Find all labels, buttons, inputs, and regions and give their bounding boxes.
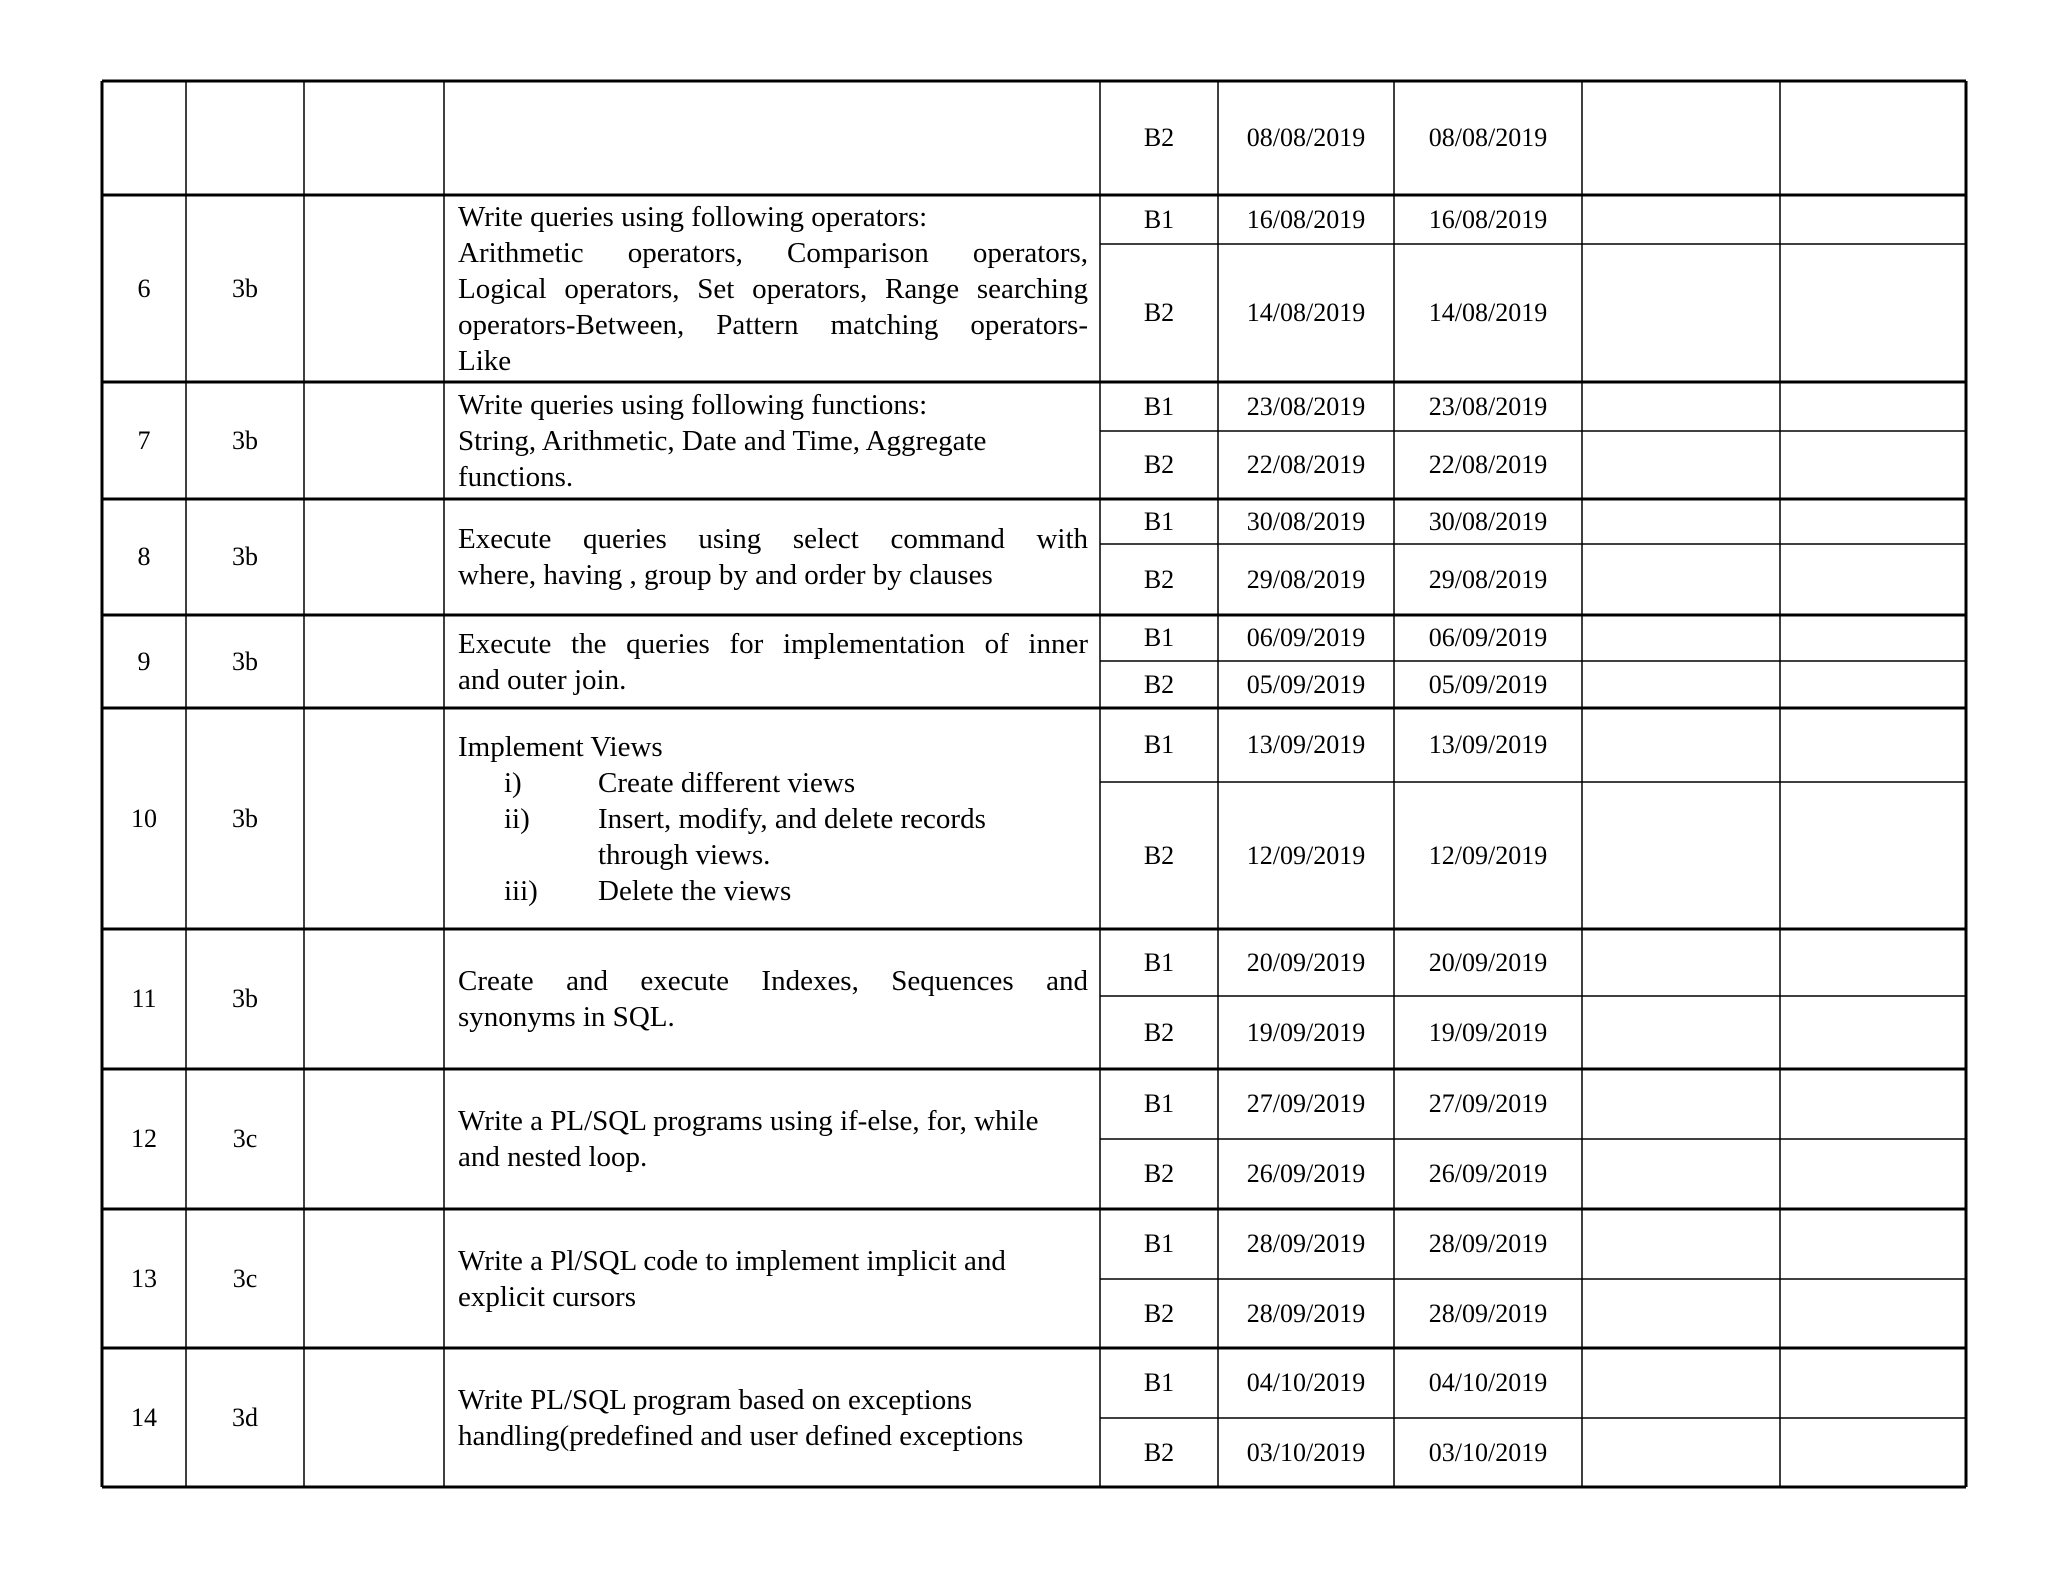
actual-date: 23/08/2019	[1428, 391, 1548, 421]
description-line: Write PL/SQL program based on exceptions	[458, 1383, 972, 1416]
experiment-number: 11	[131, 984, 157, 1013]
course-outcome: 3b	[232, 542, 258, 571]
actual-date: 22/08/2019	[1428, 450, 1548, 479]
batch-label: B1	[1143, 947, 1175, 977]
batch-label: B2	[1143, 669, 1175, 699]
planned-date: 14/08/2019	[1246, 298, 1366, 327]
planned-date: 19/09/2019	[1246, 1017, 1366, 1047]
actual-date: 06/09/2019	[1428, 623, 1548, 652]
experiment-description	[444, 929, 1100, 1069]
description-line: synonyms in SQL.	[458, 1001, 675, 1033]
description-line: operators-Between, Pattern matching operators-	[458, 308, 1088, 341]
planned-date: 26/09/2019	[1246, 1159, 1366, 1188]
planned-date: 16/08/2019	[1246, 204, 1366, 234]
course-outcome: 3b	[232, 984, 258, 1013]
planned-date: 23/08/2019	[1246, 391, 1366, 421]
list-text-line: Delete the views	[598, 874, 792, 907]
experiment-description	[444, 382, 1100, 499]
actual-date: 26/09/2019	[1428, 1159, 1548, 1188]
batch-label: B2	[1143, 564, 1175, 594]
description-line: Write a Pl/SQL code to implement implicit and	[458, 1244, 1006, 1277]
experiment-description	[444, 81, 1100, 195]
actual-date: 05/09/2019	[1428, 669, 1548, 699]
batch-label: B1	[1143, 1229, 1175, 1258]
planned-date: 03/10/2019	[1246, 1437, 1366, 1467]
list-text-line: Create different views	[598, 766, 856, 799]
experiment-description	[444, 708, 1100, 929]
description-line: and outer join.	[458, 663, 627, 696]
actual-date: 03/10/2019	[1428, 1437, 1548, 1467]
experiment-number: 10	[131, 803, 157, 833]
batch-label: B2	[1143, 840, 1175, 870]
batch-label: B1	[1143, 391, 1175, 421]
batch-label: B1	[1143, 204, 1175, 234]
experiment-number: 9	[137, 646, 151, 676]
actual-date: 29/08/2019	[1428, 564, 1548, 594]
experiment-number: 7	[137, 425, 151, 455]
description-line: Write queries using following functions:	[458, 388, 928, 421]
actual-date: 16/08/2019	[1428, 204, 1548, 234]
batch-label: B1	[1143, 506, 1175, 536]
actual-date: 08/08/2019	[1428, 123, 1548, 152]
description-line: Execute the queries for implementation of inner	[458, 627, 1088, 660]
course-outcome: 3b	[232, 803, 258, 833]
course-outcome: 3c	[232, 1124, 258, 1153]
actual-date: 20/09/2019	[1428, 947, 1548, 977]
experiment-description	[444, 615, 1100, 708]
description-line: handling(predefined and user defined exceptions	[458, 1419, 1024, 1452]
list-text	[598, 801, 1088, 873]
course-outcome: 3b	[232, 646, 258, 676]
planned-date: 08/08/2019	[1246, 123, 1366, 152]
batch-label: B2	[1143, 123, 1175, 152]
experiment-description	[444, 195, 1100, 382]
actual-date: 12/09/2019	[1428, 840, 1548, 870]
actual-date: 13/09/2019	[1428, 730, 1548, 759]
planned-date: 12/09/2019	[1246, 840, 1366, 870]
list-item	[458, 873, 1088, 909]
list-marker: i)	[504, 766, 522, 799]
actual-date: 04/10/2019	[1428, 1368, 1548, 1397]
planned-date: 06/09/2019	[1246, 623, 1366, 652]
description-line: where, having , group by and order by clauses	[458, 559, 993, 591]
planned-date: 29/08/2019	[1246, 564, 1366, 594]
schedule-table	[102, 81, 1966, 1487]
planned-date: 30/08/2019	[1246, 506, 1366, 536]
actual-date: 19/09/2019	[1428, 1017, 1548, 1047]
list-text-line: through views.	[598, 838, 771, 871]
planned-date: 05/09/2019	[1246, 669, 1366, 699]
batch-label: B1	[1143, 730, 1175, 759]
views-list	[458, 765, 1088, 909]
experiment-description	[444, 1069, 1100, 1209]
experiment-description	[444, 1348, 1100, 1487]
planned-date: 20/09/2019	[1246, 947, 1366, 977]
list-text	[598, 765, 1088, 801]
description-line: Execute queries using select command with	[458, 523, 1088, 555]
description-line: Logical operators, Set operators, Range searching	[458, 272, 1088, 305]
description-line: Arithmetic operators, Comparison operators,	[458, 236, 1088, 269]
experiment-number: 12	[131, 1124, 157, 1153]
list-marker: iii)	[504, 874, 538, 907]
description-line: Write queries using following operators:	[458, 200, 928, 233]
planned-date: 28/09/2019	[1246, 1298, 1366, 1328]
course-outcome	[186, 81, 304, 195]
description-line: explicit cursors	[458, 1280, 636, 1313]
planned-date: 27/09/2019	[1246, 1089, 1366, 1118]
planned-date: 22/08/2019	[1246, 450, 1366, 479]
course-outcome: 3b	[232, 425, 258, 455]
experiment-description	[444, 1209, 1100, 1348]
actual-date: 14/08/2019	[1428, 298, 1548, 327]
description-line: Like	[458, 344, 512, 377]
list-marker: ii)	[504, 802, 530, 835]
batch-label: B2	[1143, 1159, 1175, 1188]
actual-date: 30/08/2019	[1428, 506, 1548, 536]
actual-date: 28/09/2019	[1428, 1298, 1548, 1328]
course-outcome: 3d	[232, 1402, 258, 1432]
experiment-number: 13	[131, 1263, 157, 1293]
actual-date: 28/09/2019	[1428, 1229, 1548, 1258]
experiment-number: 6	[137, 273, 151, 303]
list-text-line: Insert, modify, and delete records	[598, 802, 986, 835]
actual-date: 27/09/2019	[1428, 1089, 1548, 1118]
list-item	[458, 765, 1088, 801]
batch-label: B2	[1143, 298, 1175, 327]
list-item	[458, 801, 1088, 873]
description-line: functions.	[458, 460, 574, 493]
batch-label: B2	[1143, 1298, 1175, 1328]
batch-label: B1	[1143, 1089, 1175, 1118]
experiment-description	[444, 499, 1100, 615]
experiment-number: 14	[131, 1402, 157, 1432]
description-line: Create and execute Indexes, Sequences and	[458, 965, 1088, 997]
batch-label: B2	[1143, 1017, 1175, 1047]
batch-label: B2	[1143, 1437, 1175, 1467]
list-text	[598, 873, 1088, 909]
experiment-number: 8	[137, 542, 151, 571]
batch-label: B1	[1143, 1368, 1175, 1397]
description-line: and nested loop.	[458, 1141, 648, 1173]
planned-date: 04/10/2019	[1246, 1368, 1366, 1397]
description-line: Write a PL/SQL programs using if-else, for, while	[458, 1105, 1039, 1137]
planned-date: 13/09/2019	[1246, 730, 1366, 759]
course-outcome: 3b	[232, 273, 258, 303]
batch-label: B2	[1143, 450, 1175, 479]
description-line: String, Arithmetic, Date and Time, Aggregate	[458, 424, 987, 457]
description-line: Implement Views	[458, 730, 663, 763]
planned-date: 28/09/2019	[1246, 1229, 1366, 1258]
course-outcome: 3c	[232, 1263, 258, 1293]
experiment-number	[102, 81, 186, 195]
batch-label: B1	[1143, 623, 1175, 652]
